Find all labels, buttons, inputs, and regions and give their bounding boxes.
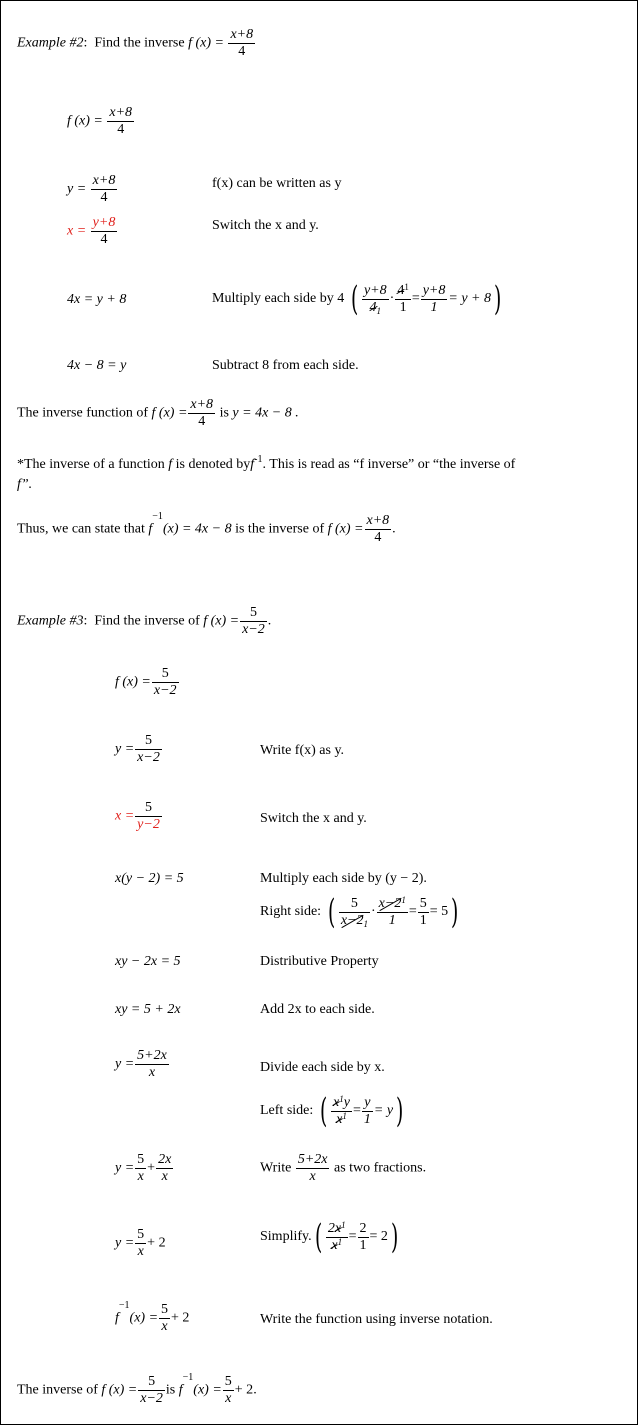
ex3-right-side: Right side: ( $\frac{5}{x-2_1}$ · $\frac{x-2^1}{1}$ = $\frac{5}{1}$ = 5) (260, 892, 459, 932)
ex2-step-subtract: Subtract 8 from each side. (212, 358, 359, 373)
ex2-step-switch: Switch the x and y. (212, 218, 319, 233)
ex3-step-simplify: Simplify.( $\frac{2x^1}{x^1}$ = $\frac{2}{1}$ = 2) (260, 1217, 399, 1257)
ex2-eq-4x8: 4x − 8 = y (67, 358, 127, 373)
ex3-eq-div: y = $\frac{5+2x}{x}$ (115, 1048, 167, 1080)
ex3-eq-mult: x(y − 2) = 5 (115, 871, 184, 886)
ex3-step-inverse: Write the function using inverse notation. (260, 1312, 493, 1327)
ex3-step-div: Divide each side by x. (260, 1060, 385, 1075)
ex3-heading: Example #3 (17, 613, 84, 629)
ex3-prompt: Find the inverse of (94, 613, 200, 629)
ex2-title-fraction: $\frac{x+8}{4}$ (230, 27, 254, 59)
ex2-conclusion: The inverse function of f (x) = $\frac{x+8}{4}$ is y = 4x − 8 . (17, 397, 299, 429)
ex2-eq-y: y = $\frac{x+8}{4}$ (67, 173, 116, 205)
ex3-title: Example #3: Find the inverse of f (x) = $\frac{5}{x-2}$ . (17, 605, 272, 637)
ex3-left-side: Left side: ( $\frac{x^1y}{x^1}$ = $\frac{y}{1}$ = y) (260, 1091, 404, 1131)
ex2-step-write: f(x) can be written as y (212, 176, 342, 191)
ex3-eq-simplify: y = $\frac{5}{x}$ + 2 (115, 1227, 166, 1259)
ex3-step-two: Write $\frac{5+2x}{x}$ as two fractions. (260, 1152, 427, 1184)
ex2-note: *The inverse of a function f is denoted byf$^{-1}$. This is read as “f inverse” or “the inverse of (17, 454, 516, 472)
ex3-step-write: Write f(x) as y. (260, 743, 345, 758)
ex3-step-switch: Switch the x and y. (260, 811, 367, 826)
ex3-eq-switch: x = $\frac{5}{y-2}$ (115, 800, 160, 832)
ex2-eq-switch: x = $\frac{y+8}{4}$ (67, 215, 116, 247)
ex3-eq-add: xy = 5 + 2x (115, 1002, 181, 1017)
ex2-prompt: Find the inverse (94, 35, 185, 51)
ex2-title: Example #2: Find the inverse f (x) = $\frac{x+8}{4}$ (17, 27, 254, 59)
ex3-step-mult: Multiply each side by (y − 2). (260, 871, 427, 886)
ex3-eq-two: y = $\frac{5}{x}$ + $\frac{2x}{x}$ (115, 1152, 172, 1184)
ex3-eq-given: f (x) = $\frac{5}{x-2}$ (115, 666, 177, 698)
ex2-eq-given: f (x) = $\frac{x+8}{4}$ (67, 105, 133, 137)
ex2-note-end: f”. (17, 477, 33, 492)
ex3-eq-inverse: $f^{-1}(x)$ = $\frac{5}{x}$ + 2 (115, 1300, 190, 1334)
ex3-conclusion: The inverse of f (x) = $\frac{5}{x-2}$ is $f^{-1}(x)$ = $\frac{5}{x}$ + 2. (17, 1372, 257, 1406)
ex3-eq-dist: xy − 2x = 5 (115, 954, 181, 969)
ex2-step-multiply: Multiply each side by 4 ( $\frac{y+8}{4_1}$ · $\frac{4^1}{1}$ = $\frac{y+8}{1}$ = y + 8) (212, 279, 502, 319)
ex2-eq-4x: 4x = y + 8 (67, 292, 127, 307)
ex2-heading: Example #2 (17, 35, 84, 51)
ex3-step-dist: Distributive Property (260, 954, 379, 969)
ex3-step-add: Add 2x to each side. (260, 1002, 375, 1017)
ex2-thus: Thus, we can state that $f^{-1}(x) = 4x - 8$ is the inverse of f (x) = $\frac{x+8}{4}$ . (17, 511, 396, 545)
ex3-eq-y: y = $\frac{5}{x-2}$ (115, 733, 160, 765)
